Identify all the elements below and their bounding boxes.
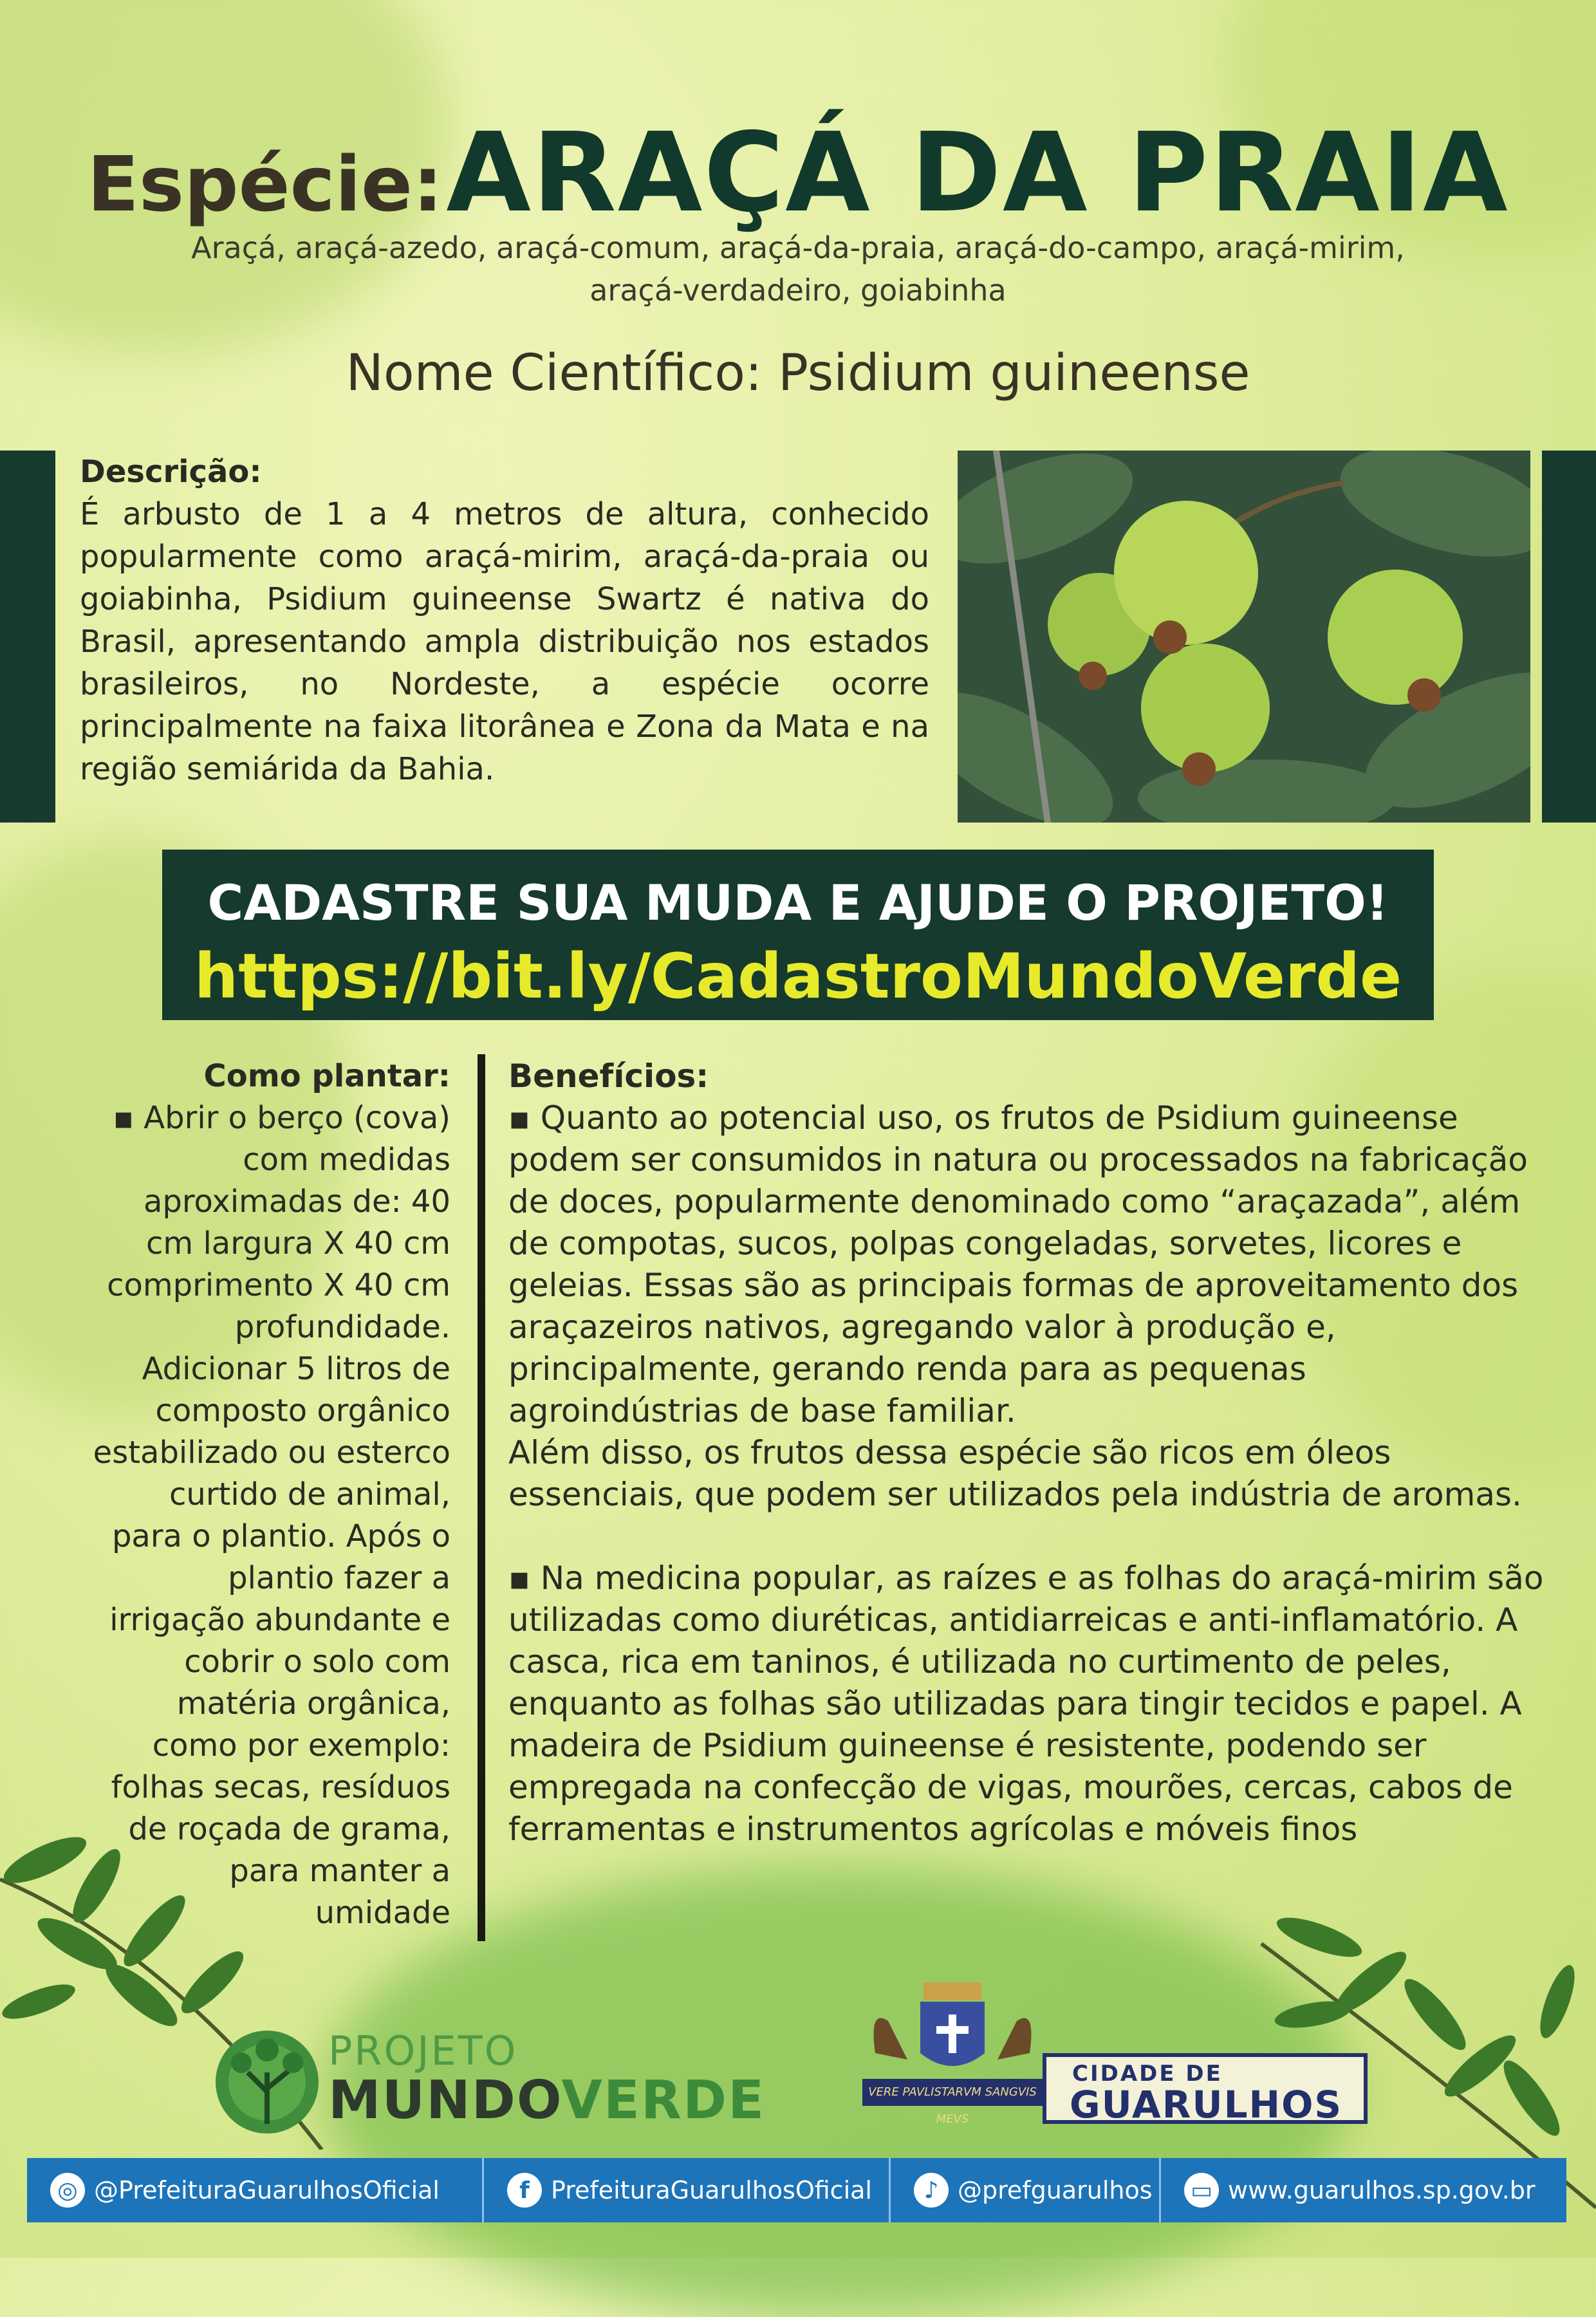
footer-social-bar xyxy=(27,2158,1566,2222)
planting-line: ▪ Abrir o berço (cova) xyxy=(113,1100,450,1136)
benefits-paragraph: ▪ Na medicina popular, as raízes e as folhas do araçá-mirim são utilizadas como diuréticas, antidiarreicas e anti-inflamatório. A casca, rica em taninos, é utilizada no curtimento de peles, enquanto as folhas são utilizadas para tingir tecidos e papel. A madeira de Psidium guineense é resistente, podendo ser empregada na confecção de vigas, mourões, cercas, cabos de ferramentas e instrumentos agrícolas e móveis finos xyxy=(508,1559,1544,1848)
facebook-handle: PrefeituraGuarulhosOficial xyxy=(551,2176,872,2204)
planting-line: irrigação abundante e xyxy=(109,1602,450,1638)
planting-line: cm largura X 40 cm xyxy=(146,1225,450,1261)
species-name: ARAÇÁ DA PRAIA xyxy=(446,109,1509,237)
planting-line: comprimento X 40 cm xyxy=(107,1267,450,1303)
planting-line: estabilizado ou esterco xyxy=(93,1435,450,1471)
description-text: É arbusto de 1 a 4 metros de altura, conhecido popularmente como araçá-mirim, araçá-da-praia ou goiabinha, Psidium guineense Swartz é nativa do Brasil, apresentando ampla distribuição nos estados brasileiros, no Nordeste, a espécie ocorre principalmente na faixa litorânea e Zona da Mata e na região semiárida da Bahia. xyxy=(80,496,929,787)
project-label: PROJETO xyxy=(328,2027,518,2074)
planting-line: para manter a xyxy=(229,1853,450,1889)
website-link[interactable] xyxy=(1161,2158,1566,2222)
planting-line: de roçada de grama, xyxy=(128,1811,450,1847)
planting-line: Adicionar 5 litros de xyxy=(142,1351,450,1387)
planting-line: matéria orgânica, xyxy=(176,1686,450,1722)
project-name: MUNDOVERDE xyxy=(328,2070,766,2131)
instagram-icon: ◎ xyxy=(50,2173,85,2208)
planting-line: composto orgânico xyxy=(155,1393,450,1429)
benefits-paragraph: Além disso, os frutos dessa espécie são ricos em óleos essenciais, que podem ser utilizados pela indústria de aromas. xyxy=(508,1434,1522,1513)
city-motto: VERE PAVLISTARVM SANGVIS MEVS xyxy=(862,2079,1043,2106)
instagram-handle: @PrefeituraGuarulhosOficial xyxy=(94,2176,440,2204)
city-label: CIDADE DE xyxy=(1072,2061,1223,2087)
coat-of-arms-icon xyxy=(862,1982,1043,2085)
planting-line: para o plantio. Após o xyxy=(111,1518,450,1554)
left-accent-bar xyxy=(0,451,55,823)
facebook-icon: f xyxy=(507,2173,542,2208)
city-name-frame xyxy=(1043,2053,1368,2124)
planting-line: curtido de animal, xyxy=(169,1476,450,1512)
planting-instructions xyxy=(64,1056,450,1934)
guarulhos-logo xyxy=(849,1982,1377,2137)
species-label: Espécie: xyxy=(87,140,443,228)
planting-line: umidade xyxy=(315,1895,450,1931)
description-heading: Descrição: xyxy=(80,454,262,490)
common-names-line: Araçá, araçá-azedo, araçá-comum, araçá-da-praia, araçá-do-campo, araçá-mirim, xyxy=(191,230,1405,265)
description xyxy=(80,451,929,790)
planting-line: como por exemplo: xyxy=(152,1727,450,1763)
cta-link[interactable]: https://bit.ly/CadastroMundoVerde xyxy=(194,940,1402,1012)
tree-emblem-icon xyxy=(212,2027,322,2137)
projeto-mundo-verde-logo xyxy=(212,2027,779,2130)
planting-line: profundidade. xyxy=(234,1309,450,1345)
planting-line: com medidas xyxy=(243,1142,450,1178)
planting-line: aproximadas de: 40 xyxy=(143,1184,450,1220)
cta-heading: CADASTRE SUA MUDA E AJUDE O PROJETO! xyxy=(207,874,1389,931)
city-name: GUARULHOS xyxy=(1070,2083,1343,2126)
scientific-name: Nome Científico: Psidium guineense xyxy=(346,344,1250,402)
website-url: www.guarulhos.sp.gov.br xyxy=(1228,2176,1536,2204)
planting-line: plantio fazer a xyxy=(228,1560,450,1596)
instagram-link[interactable] xyxy=(27,2158,484,2222)
website-icon: ▭ xyxy=(1184,2173,1219,2208)
benefits-paragraph: ▪ Quanto ao potencial uso, os frutos de Psidium guineense podem ser consumidos in natura ou processados na fabricação de doces, popularmente denominado como “araçazada”, além de compotas, sucos, polpas congeladas, sorvetes, licores e geleias. Essas são as principais formas de aproveitamento dos araçazeiros nativos, agregando valor à produção e, principalmente, gerando renda para as pequenas agroindústrias de base familiar. xyxy=(508,1099,1528,1429)
benefits xyxy=(508,1056,1545,1850)
page-title xyxy=(0,109,1596,237)
facebook-link[interactable] xyxy=(484,2158,891,2222)
common-names xyxy=(97,227,1499,312)
benefits-heading: Benefícios: xyxy=(508,1057,709,1095)
tiktok-handle: @prefguarulhos xyxy=(958,2176,1153,2204)
right-accent-bar xyxy=(1542,451,1596,823)
common-names-line: araçá-verdadeiro, goiabinha xyxy=(589,273,1007,308)
planting-heading: Como plantar: xyxy=(203,1058,450,1094)
column-divider xyxy=(478,1054,485,1941)
fruit-photo xyxy=(958,451,1530,823)
planting-line: cobrir o solo com xyxy=(184,1644,450,1680)
tiktok-link[interactable] xyxy=(891,2158,1161,2222)
cta-banner xyxy=(162,850,1434,1020)
planting-line: folhas secas, resíduos xyxy=(111,1769,450,1805)
tiktok-icon: ♪ xyxy=(914,2173,949,2208)
